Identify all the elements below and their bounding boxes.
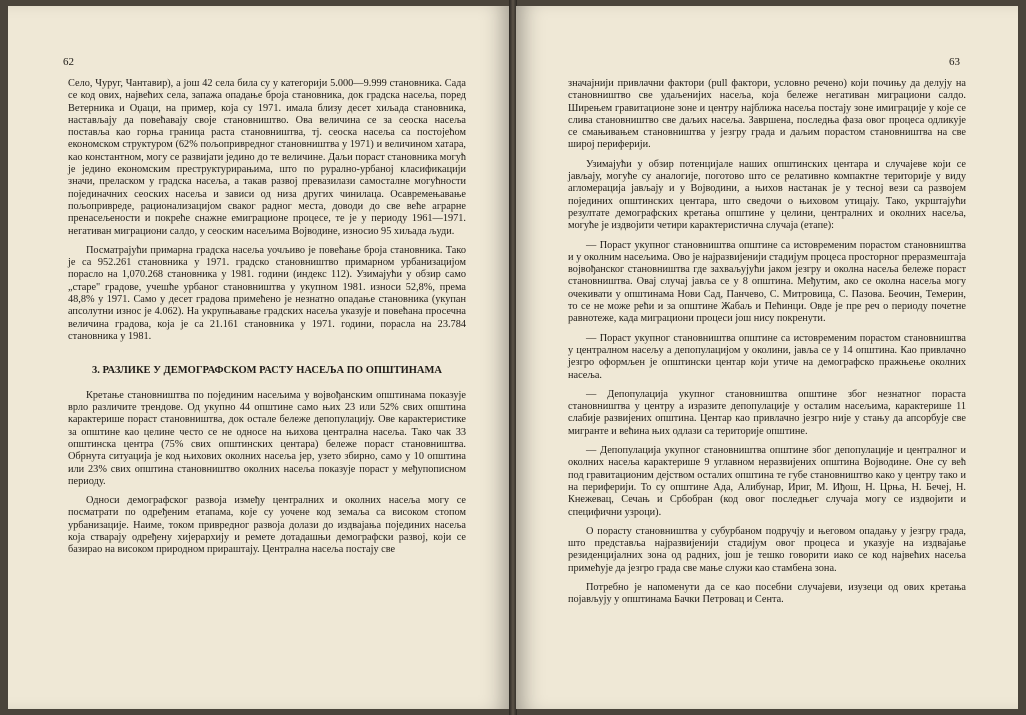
left-page-text bbox=[68, 78, 466, 564]
page-number-right: 63 bbox=[949, 56, 960, 68]
paragraph: Посматрајући примарна градска насеља уочљиво је повећање броја становника. Тако је са 952.261 становника у 1971. градско становништво примарном урбанизацијом порасло на 1,070.268 становника у 1981. години (индекс 112). Узимајући у обзир само „старе" градове, учешће урбаног становништва у укупном 1981. износи 52,8%, према 48,8% у 1971. Само у десет градова примећено је незнатно опадање становника (укупан апсолутни износ је 4.062). На укрупњавање градских насеља указује и повећана просечна величина градова, која је са 21.161 становника у 1971. години, порасла на 23.784 становника у 1981. bbox=[68, 244, 466, 342]
left-page bbox=[8, 6, 510, 709]
section-heading: 3. РАЗЛИКЕ У ДЕМОГРАФСКОМ РАСТУ НАСЕЉА ПО ОПШТИНАМА bbox=[91, 365, 442, 377]
paragraph: Кретање становништва по појединим насељима у војвођанским општинама показује врло различите трендове. Од укупно 44 општине само њих 23 или 52% свих општина карактерише пораст становништва, док остале бележе депопулацију. Ове карактеристике за општине као целине често се не односе на њихова централна насеља. Тако чак 33 општинска центра (75% свих општинских центара) бележе пораст становништва. Обрнута ситуација је код њихових околних насеља јер, узето збирно, само у 10 општина или 23% свих општина становништво околних насеља показује пораст у међупописном периоду. bbox=[68, 389, 466, 487]
paragraph: Узимајући у обзир потенцијале наших општинских центара и случајеве који се јављају, могуће су аналогије, поготово што се релативно компактне територије у виду агломерација јављају и у Војводини, а њихов настанак је у тесној вези са развојем појединих општинских центара, што сведочи о њиховом утицају. Тако, укрштајући резултате демографских кретања општине у целини, централних и околних насеља, могуће је издвојити четири карактеристична случаја (етапе): bbox=[568, 158, 966, 232]
paragraph: О порасту становништва у субурбаном подручју и његовом опадању у језгру града, што представља најразвијенији стадијум овог процеса и указује на издвајање резиденцијалних зона од радних, још је тешко говорити иако се код највећих насеља примећује да језгро града све мање служи као стамбена зона. bbox=[568, 525, 966, 574]
paragraph: значајнији привлачни фактори (pull фактори, условно речено) који почињу да делују на становништво све удаљенијих насеља, која бележе негативан миграциони салдо. Ширењем гравитационе зоне и центру најближа насеља постају зоне имиграције у које се слива становништво све даљих насеља. Завршена, последња фаза овог процеса одликује се смањивањем становништва у језгру града и даљим порастом становништва на све широј периферији. bbox=[568, 78, 966, 151]
paragraph: — Депопулација укупног становништва општине због депопулације и централног и околних насеља карактерише 9 углавном неразвијених општина Војводине. Оне су већ под гравитационим дејством осталих општина те губе становништво како у центру тако и на периферији. То су општине Ада, Алибунар, Ириг, М. Иђош, Н. Црња, Н. Бечеј, Н. Кнежевац, Сечањ и Србобран (код овог последњег случаја могу се издвојити и специфични узроци). bbox=[568, 445, 966, 518]
right-page-text bbox=[568, 78, 966, 614]
paragraph: — Депопулација укупног становништва општине због незнатног пораста становништва у центру а изразите депопулације у осталим насељима, карактерише 11 слабије развијених општина. Центар као привлачно језгро није у стању да апсорбује све мигранте и већина њих одлази са територије општине. bbox=[568, 388, 966, 437]
paragraph: Потребно је напоменути да се као посебни случајеви, изузеци од ових кретања појављују у општинама Бачки Петровац и Сента. bbox=[568, 581, 966, 606]
right-page bbox=[516, 6, 1018, 709]
paragraph: — Пораст укупног становништва општине са истовременим порастом становништва у централном насељу а депопулацијом у околини, јавља се у 14 општина. Као привлачно језгро оформљен је општински центар који утиче на демографско пражњење околних насеља. bbox=[568, 332, 966, 381]
page-number-left: 62 bbox=[63, 56, 74, 68]
paragraph: Односи демографског развоја између централних и околних насеља могу се посматрати по одређеним етапама, које су уочене код земаља са високом стопом урбанизације. Наиме, током привредног развоја долази до издвајања појединих насеља која стварају одређену хијерархију и ремете дотадашњи демографски развој, који се базирао на високом природном прираштају. Централна насеља постају све bbox=[68, 495, 466, 556]
paragraph: Село, Чуруг, Чантавир), а још 42 села била су у категорији 5.000—9.999 становника. Сада се код ових, највећих села, запажа опадање броја становника, док градска насеља, поред Ветерника и Оџаци, на пример, која су 1971. имала близу десет хиљада становника, настављају да повећавају своје становништво. Ова величина се за сеоска насеља поставља као горња граница раста становништва, тј. сеоска насеља са постојећом економском структуром (62% пољопривредног становништва у 1971) и величином хатара, као константном, могу се развијати једино до те величине. Даљи пораст становника могућ је једино економским преструктурирањима, што по рурално-урбаној класификацији значи, преласком у градска насеља, а такав развој превазилази самосталне могућности појединачних сеоских насеља и зависи од низа других чинилаца. Осавремењавање пољопривреде, рационализацијом сваког радног места, доводи до све веће аграрне пренасељености и покреће снажне емиграционе процесе, те је у периоду 1961—1971. негативан миграциони салдо, у сеоским насељима Војводине, износио 95 хиљада људи. bbox=[68, 78, 466, 237]
paragraph: — Пораст укупног становништва општине са истовременим порастом становништва и у околним насељима. Ово је најразвијенији стадијум процеса просторног преразмештаја војвођанског становништва где захваљујући јаком језгру и околна насеља бележе пораст становништва. Овај случај јавља се у 8 општина. Међутим, ако се околна насеља могу очекивати у општинама Нови Сад, Панчево, С. Митровица, С. Пазова. Беочин, Темерин, то се не може рећи и за општине Жабаљ и Пећинци. Овде је пре реч о периоду почетне равнотеже, када миграциони процеси још нису покренути. bbox=[568, 239, 966, 325]
